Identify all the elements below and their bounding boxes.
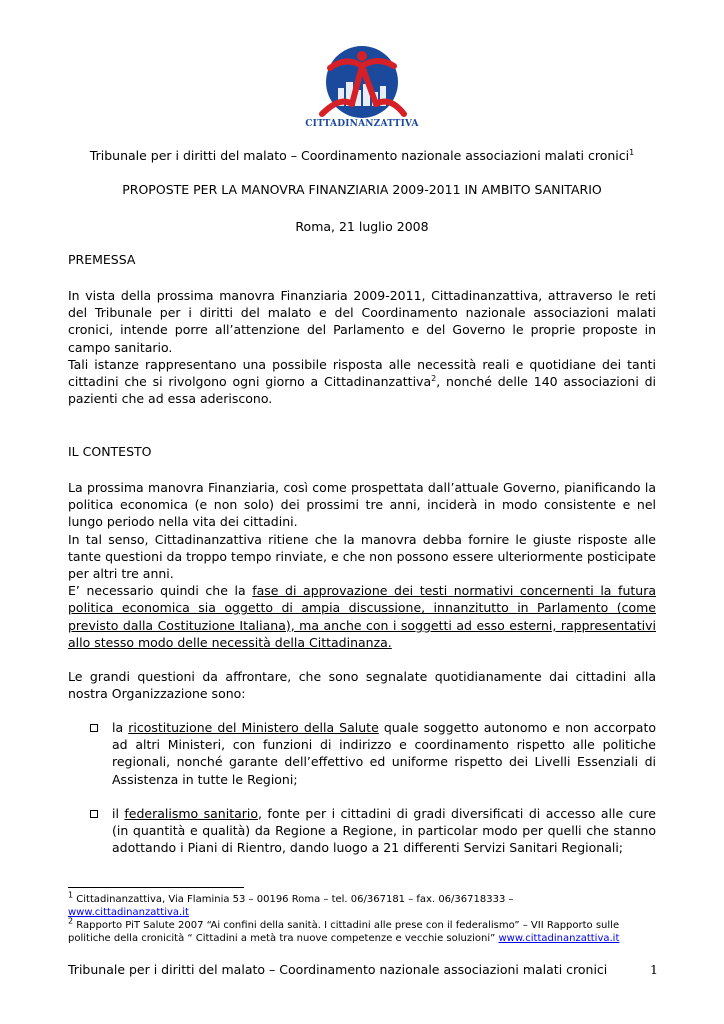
- premessa-paragraph-1: In vista della prossima manovra Finanziaria 2009-2011, Cittadinanzattiva, attraverso le reti del Tribunale per i diritti del malato e del Coordinamento nazionale associazioni malati cronici, intende porre all’attenzione del Parlamento e del Governo le proprie proposte in campo sanitario.: [68, 288, 656, 355]
- footnote-ref-1: 1: [629, 147, 635, 157]
- contesto-body: [68, 479, 656, 702]
- cittadinanzattiva-logo: [300, 44, 424, 136]
- contesto-paragraph-2: In tal senso, Cittadinanzattiva ritiene che la manovra debba fornire le giuste risposte alle tante questioni da troppo tempo rinviate, e che non possono essere ulteriormente posticipate per altri tre anni.: [68, 531, 656, 582]
- footnotes: [68, 890, 658, 945]
- issues-list: [68, 719, 656, 856]
- emphasis-ministero: ricostituzione del Ministero della Salute: [128, 720, 379, 735]
- checkbox-bullet-icon: [90, 724, 98, 732]
- list-item: la ricostituzione del Ministero della Salute quale soggetto autonomo e non accorpato ad altri Ministeri, con funzioni di indirizzo e coordinamento rispetto alle politiche regionali, nonché garante dell’effettivo ed uniforme rispetto dei Livelli Essenziali di Assistenza in tutte le Regioni;: [68, 719, 656, 788]
- checkbox-bullet-icon: [90, 810, 98, 818]
- logo-emblem-icon: [300, 44, 424, 122]
- list-item: il federalismo sanitario, fonte per i cittadini di gradi diversificati di accesso alle cure (in quantità e qualità) da Regione a Regione, in particolar modo per quelli che stanno adottando i Piani di Rientro, dando luogo a 21 differenti Servizi Sanitari Regionali;: [68, 805, 656, 857]
- footnote-2: $^2$ Rapporto PiT Salute 2007 “Ai confini della sanità. I cittadini alle prese con il federalismo” – VII Rapporto sulle politiche della cronicità “ Cittadini a metà tra nuove competenze e vecchie soluzioni” www.cittadinanzattiva.it: [68, 916, 620, 944]
- logo-wordmark: CITTADINANZATTIVA: [305, 119, 419, 129]
- premessa-paragraph-2: Tali istanze rappresentano una possibile risposta alle necessità reali e quotidiane dei tanti cittadini che si rivolgono ogni giorno a Cittadinanzattiva$^2$, nonché delle 140 associazioni di pazienti che ad essa aderiscono.: [68, 356, 656, 407]
- document-date: Roma, 21 luglio 2008: [295, 219, 429, 234]
- page-footer: [68, 962, 658, 977]
- section-heading-premessa: PREMESSA: [68, 252, 136, 267]
- footnote-separator: [68, 887, 244, 888]
- contesto-paragraph-4: Le grandi questioni da affrontare, che sono segnalate quotidianamente dai cittadini alla nostra Organizzazione sono:: [68, 669, 656, 702]
- footnote-ref-2: 2: [431, 373, 437, 383]
- premessa-body: [68, 287, 656, 407]
- footnote-2-link[interactable]: www.cittadinanzattiva.it: [498, 933, 620, 944]
- contesto-paragraph-1: La prossima manovra Finanziaria, così come prospettata dall’attuale Governo, pianificando la politica economica (e non solo) dei prossimi tre anni, inciderà in modo consistente e nel lungo periodo nella vita dei cittadini.: [68, 480, 656, 530]
- emphasis-approval-phase: fase di approvazione dei testi normativi concernenti la futura politica economica sia oggetto di ampia discussione, innanzitutto in Parlamento (come previsto dalla Costituzione Italiana), ma anche con i soggetti ad esso esterni, rappresentativi allo stesso modo delle necessità della Cittadinanza.: [68, 583, 656, 650]
- page-number: 1: [650, 962, 658, 977]
- contesto-paragraph-3: E’ necessario quindi che la fase di approvazione dei testi normativi concernenti la futura politica economica sia oggetto di ampia discussione, innanzitutto in Parlamento (come previsto dalla Costituzione Italiana), ma anche con i soggetti ad esso esterni, rappresentativi allo stesso modo delle necessità della Cittadinanza.: [68, 583, 656, 650]
- section-heading-contesto: IL CONTESTO: [68, 444, 152, 459]
- emphasis-federalismo: federalismo sanitario: [124, 805, 259, 821]
- footnote-1: $^1$ Cittadinanzattiva, Via Flaminia 53 – 00196 Roma – tel. 06/367181 – fax. 06/36718333 – www.cittadinanzattiva.it: [68, 890, 514, 918]
- footnote-1-link[interactable]: www.cittadinanzattiva.it: [68, 907, 189, 918]
- footer-text: Tribunale per i diritti del malato – Coordinamento nazionale associazioni malati cronici: [68, 962, 608, 977]
- document-title: PROPOSTE PER LA MANOVRA FINANZIARIA 2009-2011 IN AMBITO SANITARIO: [122, 182, 602, 197]
- organization-line-text: Tribunale per i diritti del malato – Coordinamento nazionale associazioni malati cronici: [89, 148, 630, 163]
- organization-line: [68, 148, 656, 163]
